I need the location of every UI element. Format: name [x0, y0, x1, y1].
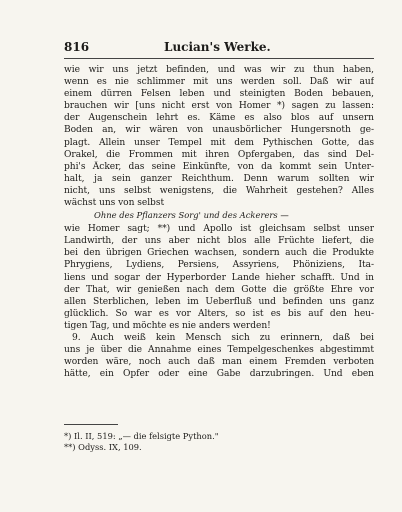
- paragraph-1: [64, 64, 374, 209]
- text-line: glücklich. So war es vor Alters, so ist es bis auf den heu-: [64, 308, 374, 319]
- text-line: bei den übrigen Griechen wachsen, sondern auch die Produkte: [64, 248, 374, 259]
- page-number: 816: [64, 40, 90, 54]
- running-title: Lucian's Werke.: [164, 40, 271, 54]
- text-line: wie wir uns jetzt befinden, und was wir zu thun haben,: [64, 65, 374, 75]
- text-line: liens und sogar der Hyperborder Lande hieher schafft. Und in: [64, 272, 374, 283]
- text-line: brauchen wir [uns nicht erst von Homer *) sagen zu lassen:: [64, 101, 374, 112]
- page-header: [64, 34, 374, 56]
- text-line: 9. Auch weiß kein Mensch sich zu erinnern, daß bei: [72, 332, 374, 343]
- text-line: Orakel, die Frommen mit ihren Opfergaben, das sind Del-: [64, 149, 374, 160]
- body-text: [64, 64, 374, 380]
- text-line: der That, wir genießen nach dem Gotte die größte Ehre vor: [64, 284, 374, 295]
- text-line: Phrygiens, Lydiens, Persiens, Assyriens, Phöniziens, Ita-: [64, 260, 374, 271]
- text-line: wächst uns von selbst: [64, 198, 165, 209]
- text-line: phi's Äcker, das seine Einkünfte, von da kommt sein Unter-: [64, 161, 374, 172]
- text-line: uns je über die Annahme eines Tempelgeschenkes abgestimmt: [64, 345, 374, 356]
- text-line: hätte, ein Opfer oder eine Gabe darzubringen. Und eben: [64, 369, 374, 380]
- text-line: halt, ja sein ganzer Reichthum. Denn warum sollten wir: [64, 173, 374, 184]
- text-line: tigen Tag, und möchte es nie anders werden!: [64, 320, 271, 331]
- footnote-1: *) Il. II, 519: „— die felsigte Python.": [64, 431, 219, 441]
- text-line: worden wäre, noch auch daß man einem Fremden verboten: [64, 357, 374, 368]
- footnote-rule: [64, 424, 118, 425]
- text-line: plagt. Allein unser Tempel mit dem Pythischen Gotte, das: [64, 137, 374, 148]
- paragraph-3: [64, 332, 374, 380]
- footnote-2: **) Odyss. IX, 109.: [64, 442, 142, 452]
- paragraph-2: [64, 223, 374, 332]
- header-rule: [64, 58, 374, 59]
- text-line: Landwirth, der uns aber nicht blos alle Früchte liefert, die: [64, 236, 374, 247]
- book-page: [64, 34, 374, 484]
- text-line: nicht, uns selbst wenigstens, die Wahrheit gestehen? Alles: [64, 185, 374, 196]
- text-line: wie Homer sagt; **) und Apollo ist gleichsam selbst unser: [64, 224, 374, 235]
- footnotes: [64, 424, 374, 453]
- verse-quotation: Ohne des Pflanzers Sorg' und des Ackerers —: [94, 210, 289, 221]
- text-line: allen Sterblichen, leben im Ueberfluß und befinden uns ganz: [64, 296, 374, 307]
- text-line: Boden an, wir wären von unausbörlicher Hungersnoth ge-: [64, 125, 374, 136]
- text-line: wenn es nie schlimmer mit uns werden soll. Daß wir auf: [64, 77, 374, 88]
- text-line: einem dürren Felsen leben und steinigten Boden bebauen,: [64, 89, 374, 100]
- text-line: der Augenschein lehrt es. Käme es also blos auf unsern: [64, 113, 374, 124]
